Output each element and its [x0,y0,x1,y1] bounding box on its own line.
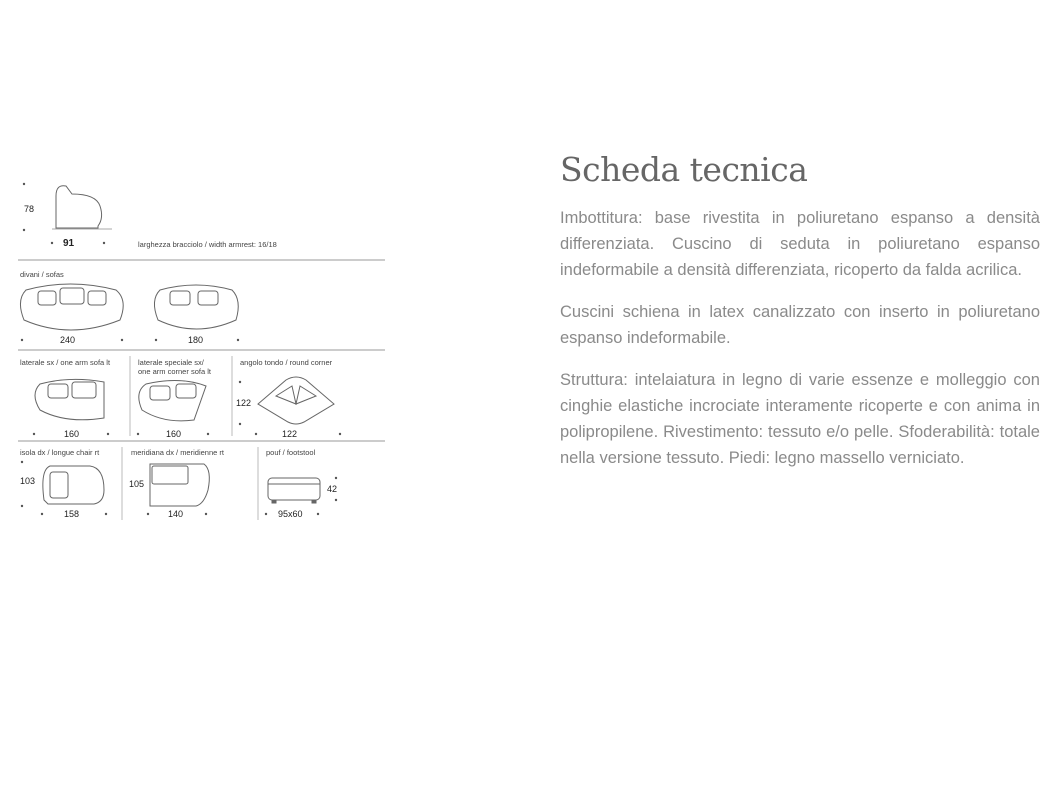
padding-paragraph: Imbottitura: base rivestita in poliuretano espanso a densità differenziata. Cuscino di seduta in poliuretano espanso indeformabile a densità differenziata, ricoperto da falda acrilica. [560,209,1040,279]
lat-sx-label: laterale sx / one arm sofa lt [20,358,111,367]
page-title: Scheda tecnica [560,150,808,189]
lat-spec-label-line1: laterale speciale sx/ [138,358,204,367]
pouf-shape [268,478,320,500]
armrest-note: larghezza bracciolo / width armrest: 16/18 [138,240,277,249]
sofa-diagram-lines [0,0,400,786]
round-corner-shape [258,377,334,424]
dim-isola-width: 158 [64,509,80,519]
dim-lat-spec-width: 160 [166,429,182,439]
lat-spec-label-line2: one arm corner sofa lt [138,367,211,376]
dim-corner-width: 122 [282,429,298,439]
dim-top-height: 78 [24,204,35,214]
dim-meridiana-height: 105 [129,479,145,489]
dim-lat-sx-width: 160 [64,429,80,439]
corner-label: angolo tondo / round corner [240,358,333,367]
sofa-240-shape [20,284,123,330]
technical-sheet-text [560,150,1040,487]
sofa-180-shape [154,285,238,329]
dim-sofa-a-width: 240 [60,335,76,345]
meridiana-shape [150,464,209,506]
side-profile-shape [56,186,102,228]
dim-isola-height: 103 [20,476,36,486]
dim-corner-height: 122 [236,398,252,408]
dim-sofa-b-width: 180 [188,335,204,345]
dim-meridiana-width: 140 [168,509,184,519]
dim-pouf-height: 42 [327,484,338,494]
section-sofas-label: divani / sofas [20,270,64,279]
isola-label: isola dx / longue chair rt [20,448,100,457]
dim-top-depth: 91 [63,238,75,249]
meridiana-label: meridiana dx / meridienne rt [131,448,224,457]
lat-sx-shape [35,379,104,419]
technical-drawing [0,0,400,786]
dim-pouf-size: 95x60 [278,509,303,519]
structure-paragraph: Struttura: intelaiatura in legno di varie essenze e molleggio con cinghie elastiche incrociate interamente ricoperte e con anima in polipropilene. Rivestimento: tessuto e/o pelle. Sfoderabilità: totale nella versione tessuto. Piedi: legno massello verniciato. [560,371,1040,467]
back-cushions-paragraph: Cuscini schiena in latex canalizzato con inserto in poliuretano espanso indeformabile. [560,303,1040,347]
pouf-label: pouf / footstool [266,448,316,457]
